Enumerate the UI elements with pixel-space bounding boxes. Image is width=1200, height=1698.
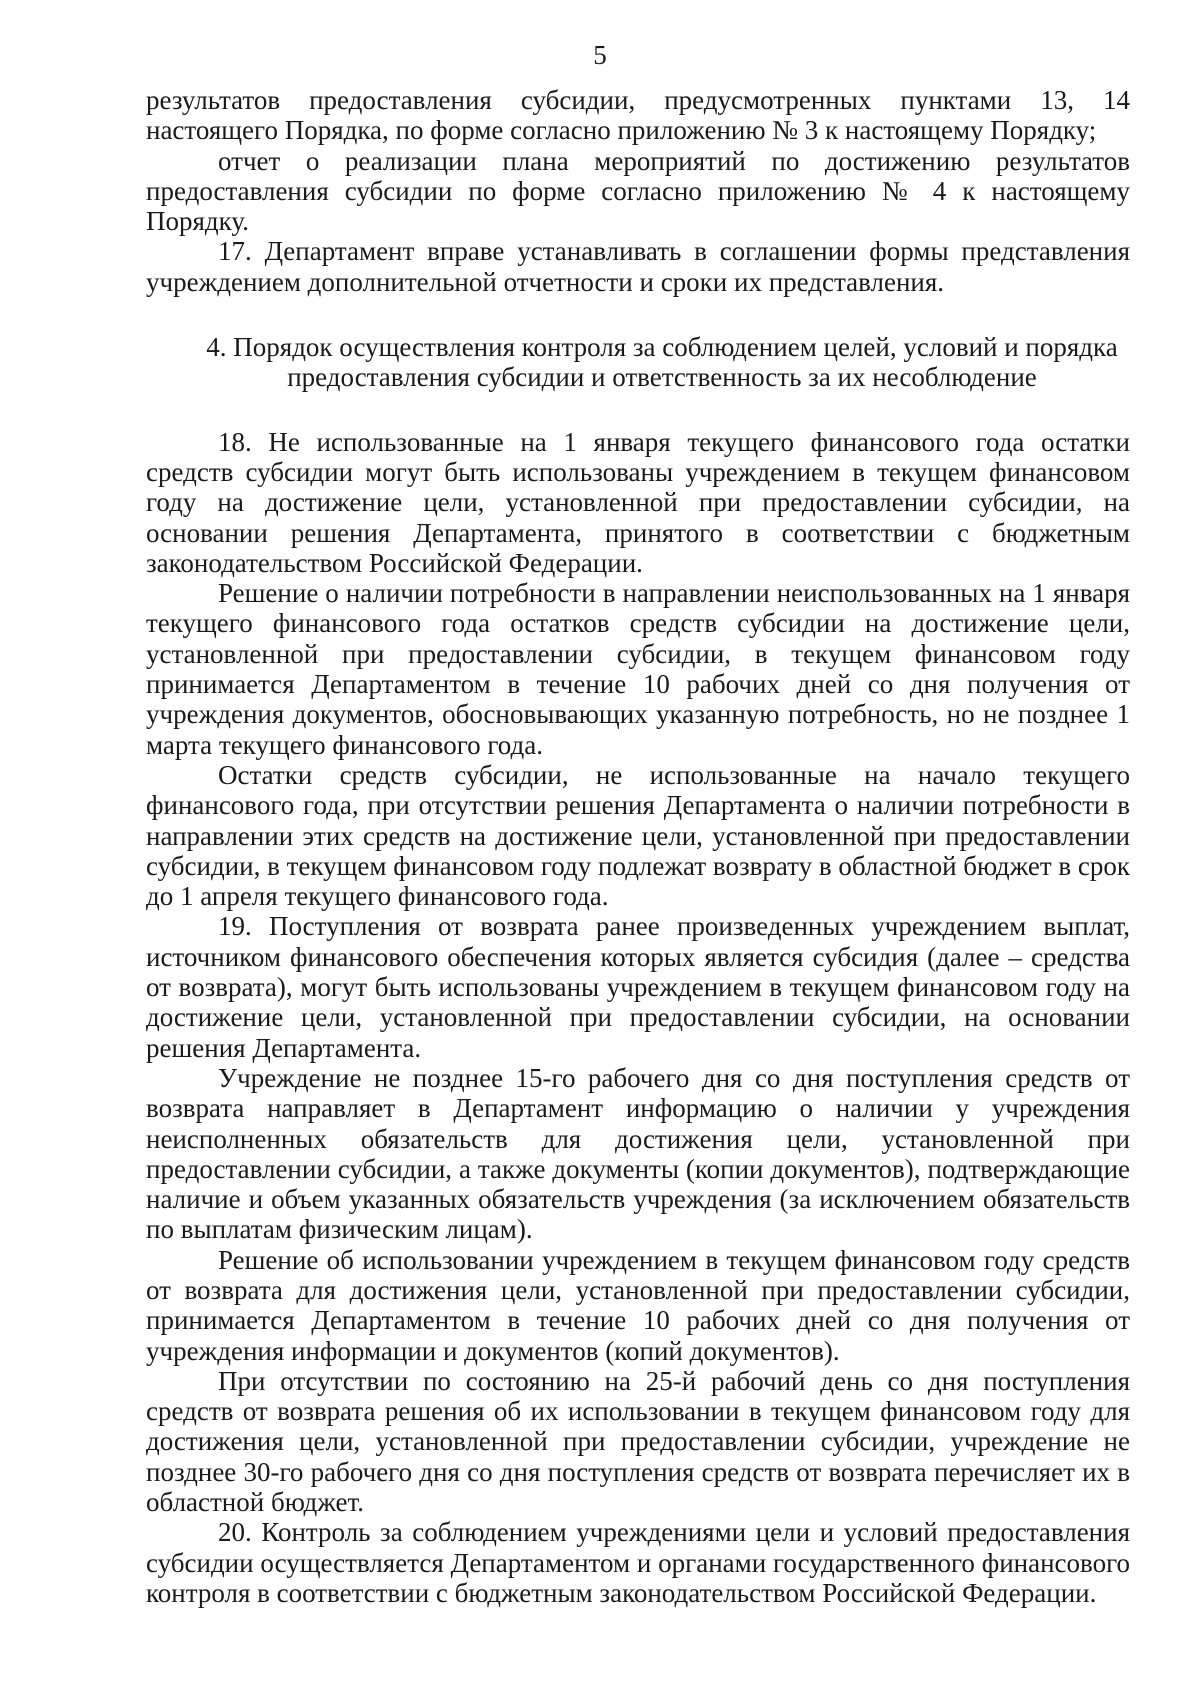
paragraph-item-19: 19. Поступления от возврата ранее произведенных учреждением выплат, источником финансового обеспечения которых является субсидия (далее – средства от возврата), могут быть использованы учреждением в текущем финансовом году на достижение цели, установленной при предоставлении субсидии, на основании решения Департамента. — [146, 911, 1130, 1063]
paragraph-no-decision-return: При отсутствии по состоянию на 25-й рабочий день со дня поступления средств от возврата решения об их использовании в текущем финансовом году для достижения цели, установленной при предоставлении субсидии, учреждение не позднее 30-го рабочего дня со дня поступления средств от возврата перечисляет их в областной бюджет. — [146, 1365, 1130, 1518]
paragraph-results-form: результатов предоставления субсидии, предусмотренных пунктами 13, 14 настоящего Порядка, по форме согласно приложению № 3 к настоящему Порядку; — [146, 85, 1130, 146]
section-heading-line-2: предоставления субсидии и ответственность за их несоблюдение — [287, 362, 1037, 393]
paragraph-institution-info: Учреждение не позднее 15-го рабочего дня со дня поступления средств от возврата направляет в Департамент информацию о наличии у учреждения неисполненных обязательств для достижения цели, установленной при предоставлении субсидии, а также документы (копии документов), подтверждающие наличие и объем указанных обязательств учреждения (за исключением обязательств по выплатам физическим лицам). — [146, 1062, 1130, 1245]
paragraph-remainder-return: Остатки средств субсидии, не использованные на начало текущего финансового года, при отсутствии решения Департамента о наличии потребности в направлении этих средств на достижение цели, установленной при предоставлении субсидии, в текущем финансовом году подлежат возврату в областной бюджет в срок до 1 апреля текущего финансового года. — [146, 759, 1130, 912]
section-heading — [146, 332, 1130, 393]
paragraph-item-17: 17. Департамент вправе устанавливать в соглашении формы представления учреждением дополнительной отчетности и сроки их представления. — [146, 236, 1130, 297]
paragraph-usage-decision: Решение об использовании учреждением в текущем финансовом году средств от возврата для достижения цели, установленной при предоставлении субсидии, принимается Департаментом в течение 10 рабочих дней со дня получения от учреждения информации и документов (копий документов). — [146, 1244, 1130, 1366]
page-number: 5 — [593, 40, 607, 70]
paragraph-plan-report: отчет о реализации плана мероприятий по достижению результатов предоставления субсидии по форме согласно приложению № 4 к настоящему Порядку. — [146, 145, 1130, 237]
paragraph-item-18: 18. Не использованные на 1 января текущего финансового года остатки средств субсидии могут быть использованы учреждением в текущем финансовом году на достижение цели, установленной при предоставлении субсидии, на основании решения Департамента, принятого в соответствии с бюджетным законодательством Российской Федерации. — [146, 426, 1130, 578]
paragraph-need-decision: Решение о наличии потребности в направлении неиспользованных на 1 января текущего финансового года остатков средств субсидии на достижение цели, установленной при предоставлении субсидии, в текущем финансовом году принимается Департаментом в течение 10 рабочих дней со дня получения от учреждения документов, обосновывающих указанную потребность, но не позднее 1 марта текущего финансового года. — [146, 578, 1130, 760]
document-body — [146, 85, 1130, 1608]
section-heading-line-1: 4. Порядок осуществления контроля за соблюдением целей, условий и порядка — [206, 332, 1118, 363]
paragraph-item-20: 20. Контроль за соблюдением учреждениями цели и условий предоставления субсидии осуществляется Департаментом и органами государственного финансового контроля в соответствии с бюджетным законодательством Российской Федерации. — [146, 1517, 1130, 1608]
